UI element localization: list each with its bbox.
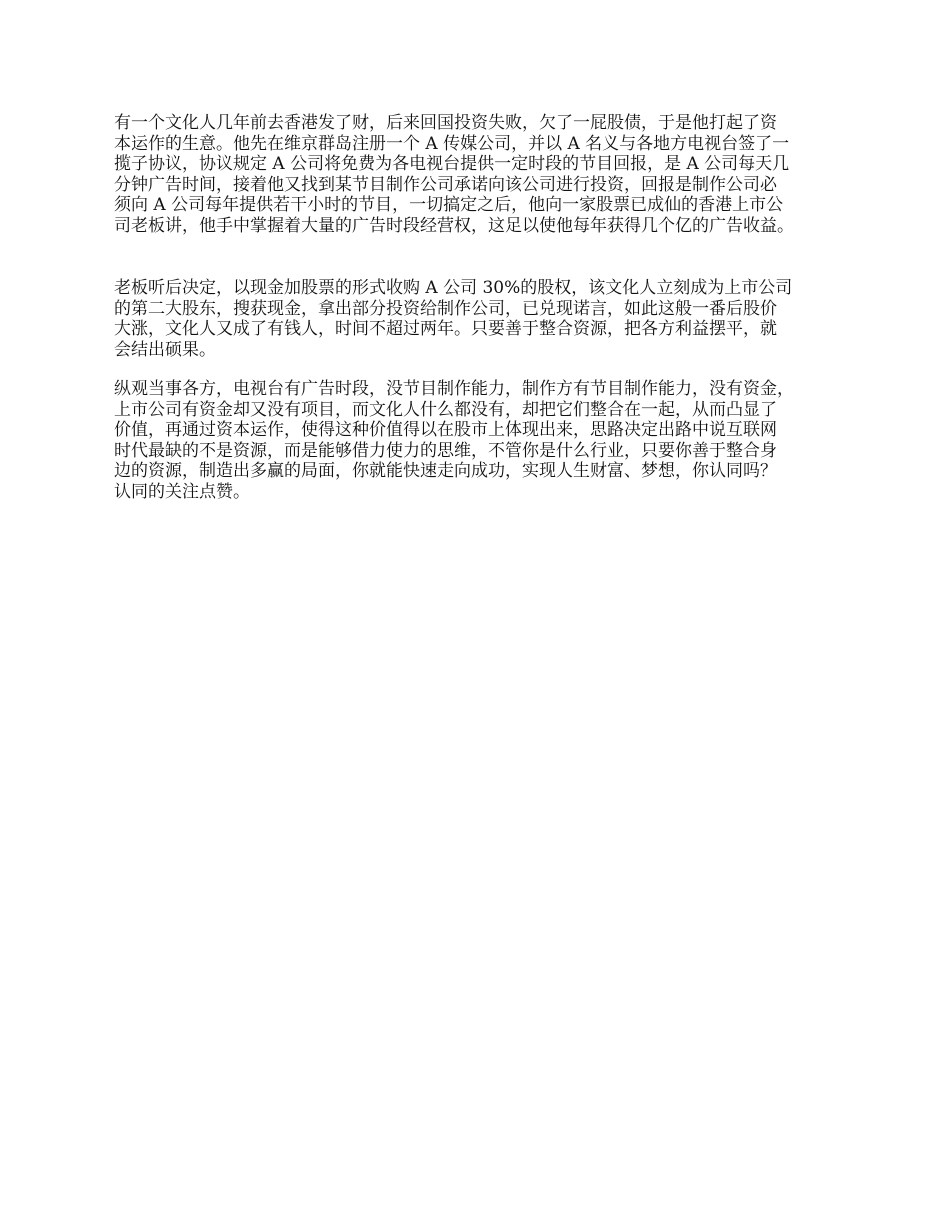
article-body (114, 113, 854, 502)
paragraph-1: 有一个文化人几年前去香港发了财，后来回国投资失败，欠了一屁股债，于是他打起了资 本运作的生意。他先在维京群岛注册一个 A 传媒公司，并以 A 名义与各地方电视台签了一 揽子协议，协议规定 A 公司将免费为各电视台提供一定时段的节目回报，是 A 公司每天几 分钟广告时间，接着他又找到某节目制作公司承诺向该公司进行投资，回报是制作公司必 须向 A 公司每年提供若干小时的节目，一切搞定之后，他向一家股票已成仙的香港上市公 司老板讲，他手中掌握着大量的广告时段经营权，这足以使他每年获得几个亿的广告收益。 (114, 113, 794, 236)
paragraph-3: 纵观当事各方，电视台有广告时段，没节目制作能力，制作方有节目制作能力，没有资金， 上市公司有资金却又没有项目，而文化人什么都没有，却把它们整合在一起，从而凸显了 价值，再通过资本运作，使得这种价值得以在股市上体现出来，思路决定出路中说互联网 时代最缺的不是资源，而是能够借力使力的思维，不管你是什么行业，只要你善于整合身 边的资源，制造出多赢的局面，你就能快速走向成功，实现人生财富、梦想，你认同吗？ 认同的关注点赞。 (114, 379, 794, 502)
paragraph-2: 老板听后决定，以现金加股票的形式收购 A 公司 30%的股权，该文化人立刻成为上市公司 的第二大股东，搜获现金，拿出部分投资给制作公司，已兑现诺言，如此这般一番后股价 大涨，文化人又成了有钱人，时间不超过两年。只要善于整合资源，把各方利益摆平，就 会结出硕果。 (114, 278, 793, 360)
